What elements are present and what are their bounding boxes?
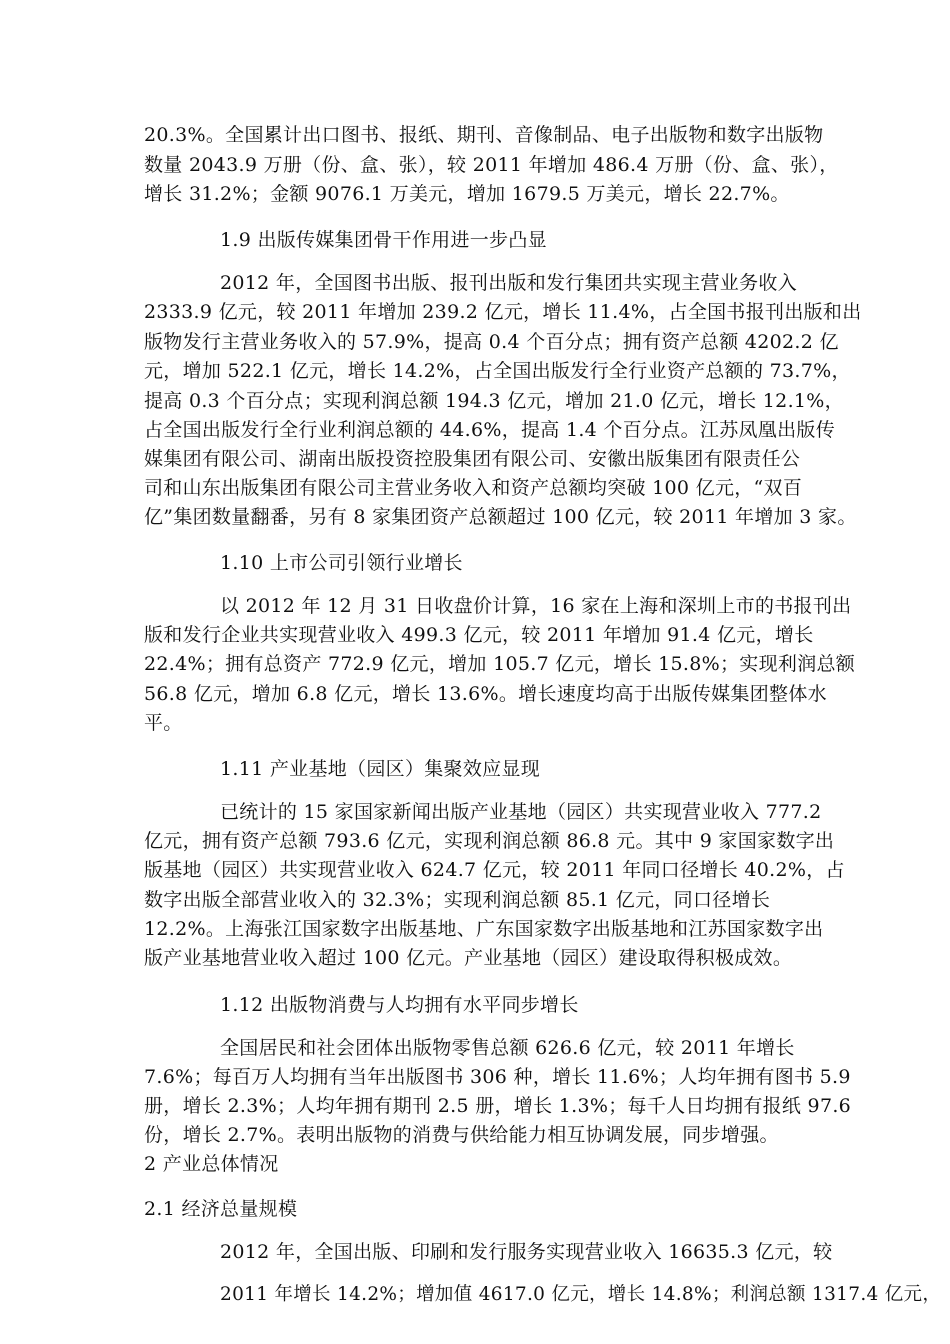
text-line: 12.2%。上海张江国家数字出版基地、广东国家数字出版基地和江苏国家数字出 [144,918,824,940]
chapter-heading: 2.1 经济总量规模 [144,1198,298,1220]
section-heading: 1.9 出版传媒集团骨干作用进一步凸显 [220,229,547,251]
text-line: 版产业基地营业收入超过 100 亿元。产业基地（园区）建设取得积极成效。 [144,947,793,969]
text-line: 2012 年，全国图书出版、报刊出版和发行集团共实现主营业务收入 [220,272,797,294]
text-line: 已统计的 15 家国家新闻出版产业基地（园区）共实现营业收入 777.2 [220,801,822,823]
section-heading: 2012 年，全国出版、印刷和发行服务实现营业收入 16635.3 亿元，较 [220,1241,833,1263]
text-line: 版物发行主营业务收入的 57.9%，提高 0.4 个百分点；拥有资产总额 4202.2 亿 [144,331,839,353]
text-line: 数字出版全部营业收入的 32.3%；实现利润总额 85.1 亿元，同口径增长 [144,889,771,911]
text-line: 份，增长 2.7%。表明出版物的消费与供给能力相互协调发展，同步增强。 [144,1124,779,1146]
text-line: 20.3%。全国累计出口图书、报纸、期刊、音像制品、电子出版物和数字出版物 [144,124,824,146]
text-line: 增长 31.2%；金额 9076.1 万美元，增加 1679.5 万美元，增长 22.7%。 [144,183,790,205]
text-line: 提高 0.3 个百分点；实现利润总额 194.3 亿元，增加 21.0 亿元，增长 12.1%， [144,390,844,412]
text-line: 版基地（园区）共实现营业收入 624.7 亿元，较 2011 年同口径增长 40.2%，占 [144,859,845,881]
section-heading: 1.12 出版物消费与人均拥有水平同步增长 [220,994,579,1016]
text-line: 2333.9 亿元，较 2011 年增加 239.2 亿元，增长 11.4%，占全国书报刊出版和出 [144,301,862,323]
text-line: 元，增加 522.1 亿元，增长 14.2%，占全国出版发行全行业资产总额的 73.7%， [144,360,851,382]
text-line: 册，增长 2.3%；人均年拥有期刊 2.5 册，增长 1.3%；每千人日均拥有报纸 97.6 [144,1095,852,1117]
text-line: 媒集团有限公司、湖南出版投资控股集团有限公司、安徽出版集团有限责任公 [144,448,801,470]
text-line: 亿元，拥有资产总额 793.6 亿元，实现利润总额 86.8 元。其中 9 家国家数字出 [144,830,835,852]
section-heading: 1.10 上市公司引领行业增长 [220,552,463,574]
text-line: 56.8 亿元，增加 6.8 亿元，增长 13.6%。增长速度均高于出版传媒集团整体水 [144,683,827,705]
text-line: 亿”集团数量翻番，另有 8 家集团资产总额超过 100 亿元，较 2011 年增加 3 家。 [144,506,857,528]
text-line: 以 2012 年 12 月 31 日收盘价计算，16 家在上海和深圳上市的书报刊出 [220,595,852,617]
text-line: 7.6%；每百万人均拥有当年出版图书 306 种，增长 11.6%；人均年拥有图书 5.9 [144,1066,851,1088]
text-line: 全国居民和社会团体出版物零售总额 626.6 亿元，较 2011 年增长 [220,1037,795,1059]
text-line: 平。 [144,712,183,734]
text-line: 2011 年增长 14.2%；增加值 4617.0 亿元，增长 14.8%；利润总额 1317.4 亿元， [220,1284,942,1305]
text-line: 占全国出版发行全行业利润总额的 44.6%，提高 1.4 个百分点。江苏凤凰出版传 [144,419,835,441]
text-line: 数量 2043.9 万册（份、盒、张），较 2011 年增加 486.4 万册（份、盒、张）， [144,154,839,176]
section-heading: 1.11 产业基地（园区）集聚效应显现 [220,758,541,780]
text-line: 2 产业总体情况 [144,1153,279,1175]
text-line: 22.4%；拥有总资产 772.9 亿元，增加 105.7 亿元，增长 15.8%；实现利润总额 [144,653,856,675]
text-line: 版和发行企业共实现营业收入 499.3 亿元，较 2011 年增加 91.4 亿元，增长 [144,624,814,646]
text-line: 司和山东出版集团有限公司主营业务收入和资产总额均突破 100 亿元，“双百 [144,477,803,499]
